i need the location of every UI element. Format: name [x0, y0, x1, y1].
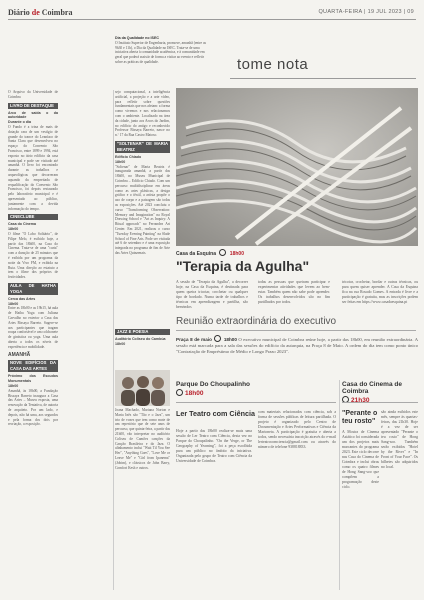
livro-sub2: Durante o dia: [8, 120, 31, 125]
yoga-venue: Cerca das Artes: [8, 296, 36, 301]
yoga-time: 18h00: [8, 301, 19, 306]
section-rule: [230, 78, 416, 79]
clock-icon: [214, 335, 221, 342]
section-cineclube: CINECLUBE: [8, 214, 58, 220]
top-notice-heading: Dia da Qualidade no ISEC: [115, 36, 159, 40]
top-notice: [115, 36, 210, 65]
cinema-venue: Casa do Cinema de Coimbra 21h30: [342, 381, 402, 404]
yoga-text: Entre as 18h00 e as 19h15, há aula de Hatha Yoga com Juliana Carvalho no exterior a Casa das Artes Bissaya Barreto. Sugere-se aos participantes que tragam roupa confortável e um colchonete de ginástica ou yoga. Uma aula aberta a todos os níveis de experiência e mobilidade.: [8, 306, 58, 349]
soltenar-time: 18h00: [115, 159, 126, 164]
cineclube-time: 18h00: [8, 227, 19, 232]
casa-artes-sub: Próximo dos Escudos Monumentais: [8, 374, 58, 384]
column-2-jazz: [115, 326, 170, 368]
column-2-jazz-text: [115, 408, 170, 593]
livro-sub: Arco de saída o da autoridade: [8, 110, 58, 120]
casa-artes-time: 18h00: [8, 384, 19, 389]
choupalinho-venue: Parque Do Choupalinho 18h00: [176, 381, 251, 397]
masthead: Diário de Coimbra: [8, 8, 73, 17]
cinema-body-1: A Mostra de Cinema Asiático foi considerada um dos projetos mais marcantes do programa 2023. Este ciclo decorre nas Casa do Cinema de Coimbra e inclui obras como os quatro filmes de Hong Sang-soo que compõem a programação deste ciclo.: [342, 430, 379, 489]
section-yoga: AULA DE HATHA YOGA: [10, 282, 56, 294]
jazz-venue: Auditório Coliseu do Cambúa: [115, 337, 166, 341]
gutter-rule: [113, 90, 114, 590]
choupalinho-body-1: Hoje a partir das 18h00 realiza-se mais uma sessão de Ler Teatro com Ciência, desta vez no Parque do Choupalinho. "On the Verge, or The Geography of Yearning", foi a peça escolhida para um público no âmbito da iniciativa. Organizada pelo grupo de Teatro com Ciência da Universidade de Coimbra.: [176, 429, 252, 463]
feature-body-1: A sessão de "Terapia da Agulha", a decorrer hoje, na Casa da Esquina, é destinada para quem queira tricotar, crochetar ou qualquer tipo de bordado. Numa tarde de trabalhos e técnicas em aprendizagem e partilha, são benvindos: [176, 280, 248, 309]
feature-tag: Casa da Esquina 18h00: [176, 251, 244, 257]
livro-text: O Fundo é a trina de mais de dotação rara de um vestígio de grande do trance do Leaníaco de Santa Clara que desenvolveu no espaço do Convento São Francisco, entre 1899 e 1994, está exposto no átrio edifício da casa municipal e pode ser visitado até amanhã. O livro foi encontrado durante as trabalhos e arqueológicas que decorreram aquando da empreitada de requalificação do Convento São Francisco, foi depois restaurado pelo laboratório municipal e é apresentado ao público, juntamente com a devida informação do tempo.: [8, 124, 58, 211]
section-casa-artes: NOVE EDIFÍCIOS DA CASA DAS ARTES: [10, 360, 56, 372]
section-title: tome nota: [237, 56, 309, 73]
reuniao-time: 18h00: [223, 337, 237, 342]
clock-icon: [176, 389, 183, 396]
reuniao-body: [176, 334, 418, 355]
choupalinho-body-2: com materiais relacionados com ciência, sob a forma de sessões públicas de leitura partilhada. O projeto é organizado pelo Centro de Documentação e Artes Performativas e Ciência da Marioneta. A participação é gratuita e aberta a todos, sendo necessária inscrição através do e-mail lerteatrocomciencia@gmail.com ou através do número de telefone 938818833.: [258, 410, 336, 449]
top-notice-text: O Instituto Superior de Engenharia, promove, amanhã (entre as 9h30 e 11h), o Dia da Qualidade no ISEC. Trata-se de uma iniciativa aberta à comunidade académica, e à comunidade em geral que poderá assistir de forma a visitar ao evento e refletir sobre as práticas de qualidade.: [115, 40, 207, 64]
cinema-rule: [342, 402, 418, 403]
column-1b: [60, 90, 112, 590]
feature-body-3: tricotar, crochetar, bordar e outras técnicas, ou para quem quiser aprender. A Casa da Esquina fica na rua Rosado Gomes. A entrada é livre e a participação é gratuita, mas as inscrições podem ser feitas em https://www.casadaesquina.pt: [342, 280, 418, 304]
gutter-rule: [339, 380, 340, 590]
header-rule: [8, 19, 416, 20]
section-livro: LIVRO DE DESTAQUE: [8, 103, 58, 109]
cinema-body-2: são ainda exibidos este mês, sempre às quartas-feiras, das 21h30. Hoje é a vez de ser apresentado "Perante o teu rosto" de Hong Sang-soo. Também serão exibidos "Hotel by the River" e "In Front of Your Face". Os bilhetes são adquiridos no local.: [381, 410, 418, 469]
feature-title: "Terapia da Agulha": [176, 258, 310, 274]
jazz-time: 18h00: [115, 341, 126, 346]
jazz-trio-photo: [115, 370, 170, 406]
col1-lead: O Arquivo da Universidade de Coimbra: [8, 90, 58, 99]
amanha-heading: AMANHÃ: [8, 351, 31, 358]
clock-icon: [219, 249, 226, 256]
col2-p3: Joana Machado, Mariana Norton e Maria Inês são "Tão e o Jazz", um trio de vozes que tem como mote de um repertório que de sete anos de percurso, que quinta-feira, a partir das 21h00, vão interpretar no auditório Coliseu de Camões canções da Canção Brasileira e do Jazz. O alinhamento inclui "Wait Til You See Her", "Anything Goes", "Love Me or Leave Me" e "Girl from Ipanema" (Jobim), e clássicos de John Barry, Comfort Kesh e outros.: [115, 408, 170, 470]
soltenar-venue: Edifício Chiado: [115, 154, 142, 159]
reuniao-text: O executivo municipal de Coimbra reúne hoje, a partir das 18h00, em reunião extraordinária. A sessão está marcada para a sala das sessões do edifício da autarquia, na Praça 8 de Maio. A ordem do dia tem como ponto único "Contratação de Empréstimo de Médio e Longo Prazo 2023".: [176, 337, 419, 354]
cineclube-venue: Casa do Cinema: [8, 222, 36, 227]
col2-p2: "Soltenar" de Maria Beatriz é inaugurada amanhã, a partir das 18h00, no Museu Municipal de Coimbra – Edifício Chiado. Com um percurso multidisciplinar em áreas como as artes plásticas, a design gráfico e o têxtil, a artista propõe o uso de corpo e a paisagem são todas as exposições. Até 2023 concluiu o curso "Transforming Observation: Memory and Imagination" na Royal Drawing School e "Art as Inquiry: A Ritual approach" no Ferrandez Art Center. Em 2021, realizou o curso "Tuesday Evening Painting" na Slade School of Fine Arts. Pode ser visitada até 6 de setembro e é uma exposição integrada no programa de fim de Arte das Artes Quinzenais.: [115, 164, 170, 255]
casa-artes-text: Amanhã, às 18h00, a Fundação Bissaya Barreto inaugura a Casa das Artes – Museu exposta, uma renovação da Tentativa, de autoria de arquiteto. Por um lado, e depois, não há uma, aos segundos e pela forma dos dois por recriação, a exposição.: [8, 388, 58, 427]
reuniao-title: Reunião extraordinária do executivo: [176, 316, 337, 327]
cinema-title: "Perante o teu rosto": [342, 410, 378, 425]
column-1: [8, 90, 58, 590]
reuniao-venue: Praça 8 de maio: [176, 337, 212, 342]
feature-body-2: todas as pessoas que queiram participar e experimentar atividades que levem ao bem-estar. Também quem não sabe pode aprender. Os trabalhos desenvolvidos são no fim partilhados por todos.: [258, 280, 330, 304]
knitting-photo: [176, 88, 418, 246]
choupalinho-title: Ler Teatro com Ciência: [176, 409, 255, 418]
section-soltenar: "SOLTENAR" DE MARIA BEATRIZ: [117, 140, 168, 152]
choupalinho-rule: [176, 402, 336, 403]
section-jazz: JAZZ E POESIA: [115, 329, 170, 335]
col2-p1: sejo computacional, a inteligência artificial, a projeção e a arte vídeo, para refletir sobre questões fundamentais que nos afetam: a forma como vivemos e nos relacionamos com o ambiente. Localizado na área da cidade, junto aos Arcos do Jardim, no edifício do antigo e reconhecido Professor Bissaya Barreto, nasce no n.º 17 da Rua Castro Matoso.: [115, 90, 170, 138]
reuniao-rule: [176, 330, 416, 331]
dateline: QUARTA-FEIRA | 19 JUL 2023 | 09: [318, 9, 414, 15]
cineclube-text: O filme "O Lobo Solitário", de Filipe Melo, é exibido hoje, a partir das 18h00, na Casa do Cinema. Trata-se de uma "curta" com a duração de 25 minutos que é exibida por um programa da noite da Vivo FM, e exibida na Ruta. Uma direção ao estatuto a tem o filme dos próprios de festividades.: [8, 231, 58, 280]
